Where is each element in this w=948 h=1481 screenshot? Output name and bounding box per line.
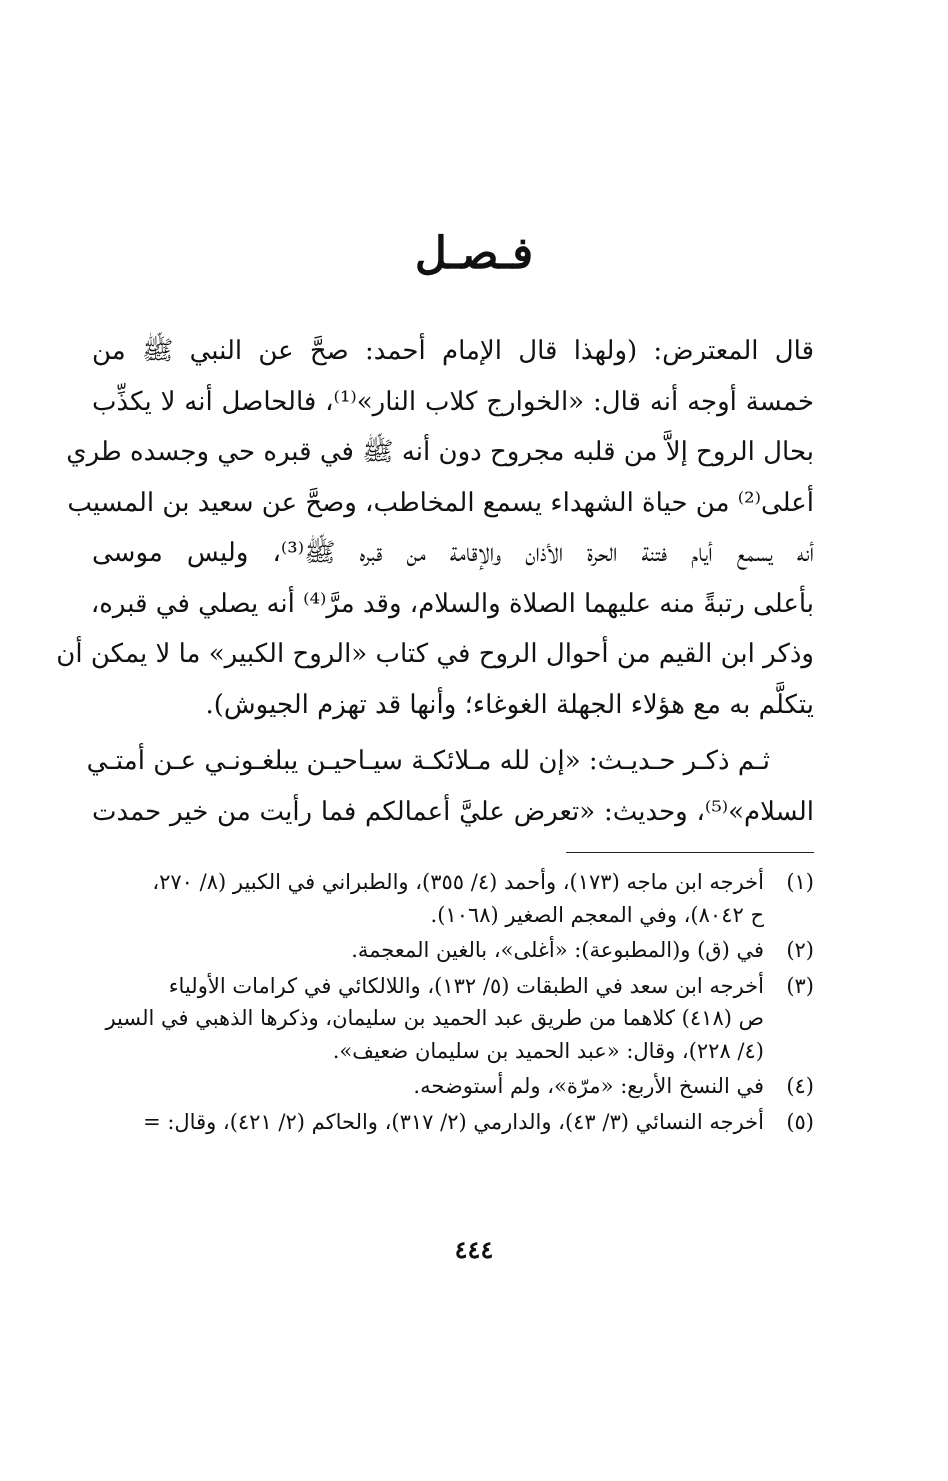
text-line: خمسة أوجه أنه قال: «الخوارج كلاب النار»⁽¹⁾، فالحاصل أنه لا يكذِّب — [92, 386, 814, 417]
footnote-line: أخرجه النسائي (٣/ ٤٣)، والدارمي (٢/ ٣١٧)، والحاكم (٢/ ٤٢١)، وقال: = — [143, 1109, 764, 1134]
text-line: ثـم ذكـر حـديـث: «إن لله مـلائكـة سيـاحيـن يبلغـونـي عـن أمتـي — [86, 746, 770, 776]
text-line: أعلى⁽²⁾ من حياة الشهداء يسمع المخاطب، وصحَّ عن سعيد بن المسيب — [67, 487, 814, 518]
footnote-line: (٤/ ٢٢٨)، وقال: «عبد الحميد بن سليمان ضعيف». — [332, 1038, 764, 1063]
footnote-number: (٤) — [786, 1074, 814, 1098]
footnote — [92, 1106, 814, 1139]
footnote — [92, 970, 814, 1068]
paragraph — [56, 326, 814, 730]
main-text — [56, 326, 814, 837]
footnote-number: (٣) — [786, 973, 814, 998]
footnote — [92, 866, 814, 931]
text-line: السلام»⁽⁵⁾، وحديث: «تعرض عليَّ أعمالكم فما رأيت من خير حمدت — [92, 796, 814, 827]
footnote-line: ص (٤١٨) كلاهما من طريق عبد الحميد بن سليمان، وذكرها الذهبي في السير — [105, 1006, 764, 1030]
footnote-line: في (ق) و(المطبوعة): «أغلى»، بالغين المعجمة. — [351, 938, 764, 962]
text-line: بأعلى رتبةً منه عليهما الصلاة والسلام، وقد مرَّ⁽⁴⁾ أنه يصلي في قبره، — [90, 588, 814, 619]
footnote-line: ح ٨٠٤٢)، وفي المعجم الصغير (١٠٦٨). — [430, 902, 764, 927]
footnote-line: أخرجه ابن سعد في الطبقات (٥/ ١٣٢)، واللالكائي في كرامات الأولياء — [168, 973, 764, 998]
footnote — [92, 1070, 814, 1103]
text-line: أنه يسمع أيام فتنة الحرة الأذان والإقامة من قبره ﷺ⁽³⁾، وليس موسى — [92, 538, 814, 568]
text-line: قال المعترض: (ولهذا قال الإمام أحمد: صحَّ عن النبي ﷺ من — [92, 336, 814, 366]
footnote-separator — [566, 852, 814, 853]
text-line: يتكلَّم به مع هؤلاء الجهلة الغوغاء؛ وأنها قد تهزم الجيوش). — [205, 689, 814, 720]
page-number: ٤٤٤ — [454, 1235, 494, 1264]
footnote-line: أخرجه ابن ماجه (١٧٣)، وأحمد (٤/ ٣٥٥)، والطبراني في الكبير (٨/ ٢٧٠، — [152, 870, 764, 894]
footnote-number: (٥) — [786, 1109, 814, 1134]
footnote-number: (٢) — [786, 938, 814, 962]
footnote — [92, 934, 814, 967]
paragraph — [86, 736, 814, 837]
footnotes — [92, 866, 814, 1138]
text-line: بحال الروح إلاَّ من قلبه مجروح دون أنه ﷺ في قبره حي وجسده طري — [66, 437, 814, 467]
footnote-line: في النسخ الأربع: «مرّة»، ولم أستوضحه. — [413, 1074, 764, 1098]
text-line: وذكر ابن القيم من أحوال الروح في كتاب «الروح الكبير» ما لا يمكن أن — [56, 639, 814, 669]
footnote-number: (١) — [786, 870, 814, 894]
section-title: فـصـل — [414, 228, 534, 279]
